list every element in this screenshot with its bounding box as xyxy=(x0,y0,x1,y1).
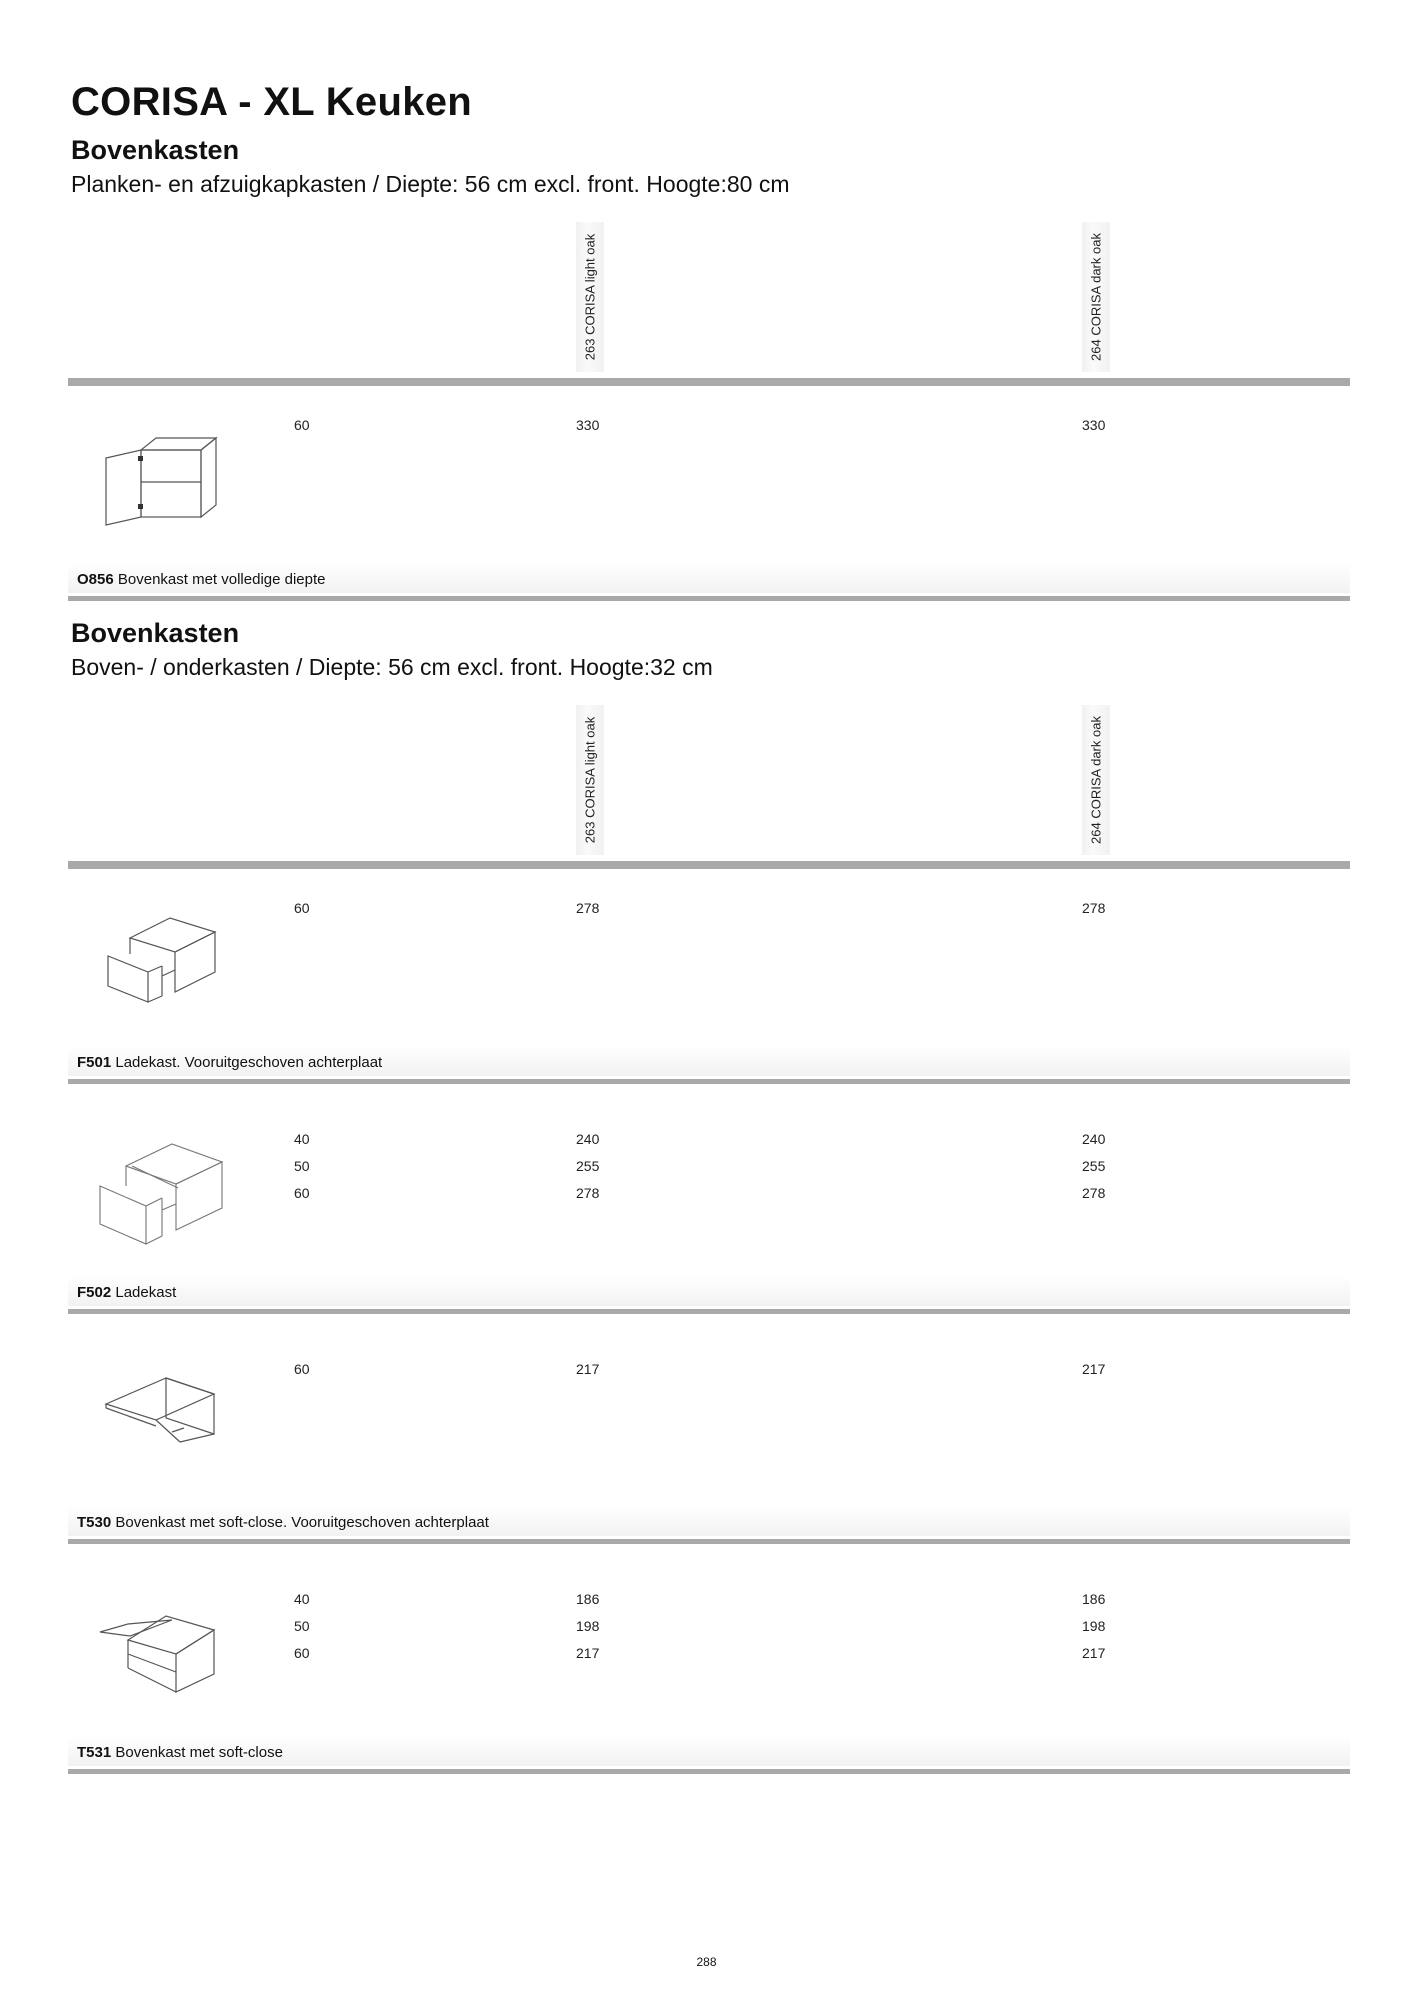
price-light-oak: 217 xyxy=(576,1361,600,1377)
price-dark-oak: 278 xyxy=(1082,900,1106,916)
price-dark-oak: 186 xyxy=(1082,1591,1106,1607)
item-divider xyxy=(68,1769,1350,1774)
price-light-oak: 240 xyxy=(576,1131,600,1147)
price-light-oak: 217 xyxy=(576,1645,600,1661)
price-light-oak: 278 xyxy=(576,1185,600,1201)
price-light-oak: 198 xyxy=(576,1618,600,1634)
item-description: Ladekast. Vooruitgeschoven achterplaat xyxy=(115,1054,383,1071)
item-code: T531 xyxy=(77,1744,112,1761)
width-value: 40 xyxy=(294,1131,310,1147)
section-heading: Bovenkasten xyxy=(71,135,240,165)
price-dark-oak: 217 xyxy=(1082,1645,1106,1661)
item-divider xyxy=(68,1309,1350,1314)
item-caption xyxy=(77,1284,176,1301)
item-caption-bar xyxy=(68,1276,1350,1306)
item-code: F502 xyxy=(77,1284,112,1301)
wall-cabinet-open-door-icon xyxy=(96,430,226,530)
column-header-dark-oak xyxy=(1082,705,1110,855)
table-header-divider xyxy=(68,861,1350,869)
width-value: 50 xyxy=(294,1158,310,1174)
width-value: 50 xyxy=(294,1618,310,1634)
item-caption xyxy=(77,571,326,588)
item-caption xyxy=(77,1514,489,1531)
column-header-light-oak xyxy=(576,705,604,855)
column-header-label: 263 CORISA light oak xyxy=(582,716,598,844)
width-value: 60 xyxy=(294,1185,310,1201)
item-divider xyxy=(68,596,1350,601)
lift-up-cabinet-icon xyxy=(96,1606,226,1696)
item-description: Ladekast xyxy=(115,1284,177,1301)
price-dark-oak: 240 xyxy=(1082,1131,1106,1147)
item-description: Bovenkast met volledige diepte xyxy=(117,571,326,588)
section-subheading: Boven- / onderkasten / Diepte: 56 cm excl. front. Hoogte:32 cm xyxy=(71,654,713,680)
item-description: Bovenkast met soft-close. Vooruitgeschoven achterplaat xyxy=(115,1514,489,1531)
item-code: F501 xyxy=(77,1054,112,1071)
page-title: CORISA - XL Keuken xyxy=(71,80,473,124)
item-code: O856 xyxy=(77,571,114,588)
price-dark-oak: 198 xyxy=(1082,1618,1106,1634)
width-value: 60 xyxy=(294,1645,310,1661)
width-value: 60 xyxy=(294,900,310,916)
price-light-oak: 278 xyxy=(576,900,600,916)
page-number: 288 xyxy=(696,1955,717,1969)
price-light-oak: 186 xyxy=(576,1591,600,1607)
price-light-oak: 330 xyxy=(576,417,600,433)
item-divider xyxy=(68,1079,1350,1084)
price-dark-oak: 278 xyxy=(1082,1185,1106,1201)
price-dark-oak: 330 xyxy=(1082,417,1106,433)
drawer-cabinet-icon xyxy=(94,1136,229,1251)
column-header-dark-oak xyxy=(1082,222,1110,372)
table-header-divider xyxy=(68,378,1350,386)
price-dark-oak: 217 xyxy=(1082,1361,1106,1377)
item-description: Bovenkast met soft-close xyxy=(115,1744,283,1761)
flap-cabinet-icon xyxy=(100,1368,225,1453)
column-header-label: 263 CORISA light oak xyxy=(582,233,598,361)
column-header-light-oak xyxy=(576,222,604,372)
item-code: T530 xyxy=(77,1514,112,1531)
width-value: 40 xyxy=(294,1591,310,1607)
column-header-label: 264 CORISA dark oak xyxy=(1088,716,1104,844)
width-value: 60 xyxy=(294,1361,310,1377)
section-subheading: Planken- en afzuigkapkasten / Diepte: 56 cm excl. front. Hoogte:80 cm xyxy=(71,171,790,197)
item-caption xyxy=(77,1744,283,1761)
price-light-oak: 255 xyxy=(576,1158,600,1174)
item-divider xyxy=(68,1539,1350,1544)
drawer-cabinet-icon xyxy=(100,910,225,1010)
width-value: 60 xyxy=(294,417,310,433)
section-heading: Bovenkasten xyxy=(71,618,240,648)
price-dark-oak: 255 xyxy=(1082,1158,1106,1174)
item-caption xyxy=(77,1054,382,1071)
column-header-label: 264 CORISA dark oak xyxy=(1088,233,1104,361)
